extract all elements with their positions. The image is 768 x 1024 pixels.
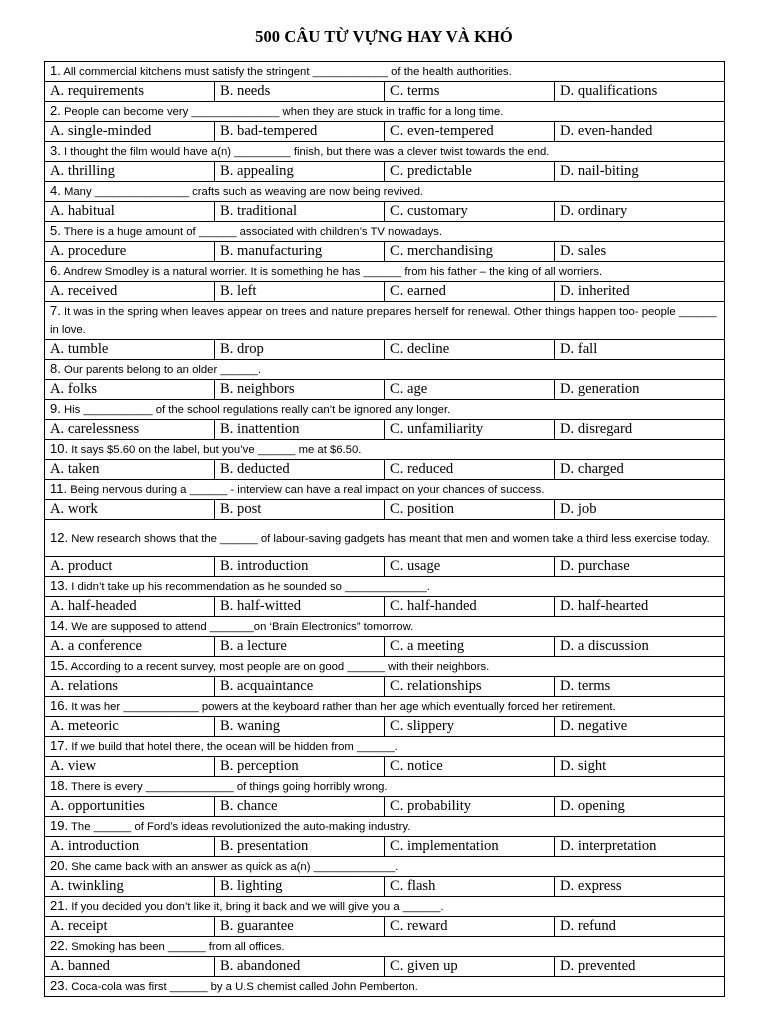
question-row (45, 777, 725, 797)
option-cell: C. half-handed (385, 597, 555, 617)
question-number: 21. (50, 898, 69, 913)
question-text: There is every ______________ of things going horribly wrong. (71, 781, 388, 793)
question-text: It says $5.60 on the label, but you’ve ______ me at $6.50. (71, 444, 362, 456)
option-cell: C. a meeting (385, 637, 555, 657)
option-cell: A. product (45, 557, 215, 577)
option-cell: B. traditional (215, 202, 385, 222)
option-cell: D. sight (555, 757, 725, 777)
options-row (45, 797, 725, 817)
option-cell: B. introduction (215, 557, 385, 577)
option-cell: C. notice (385, 757, 555, 777)
question-text: The ______ of Ford’s ideas revolutionized the auto-making industry. (71, 821, 411, 833)
question-number: 14. (50, 618, 69, 633)
option-cell: B. deducted (215, 460, 385, 480)
question-table (44, 61, 725, 997)
option-cell: B. lighting (215, 877, 385, 897)
options-row (45, 757, 725, 777)
question-stem (45, 262, 725, 282)
question-row (45, 897, 725, 917)
question-row (45, 617, 725, 637)
option-cell: B. left (215, 282, 385, 302)
question-text: There is a huge amount of ______ associated with children’s TV nowadays. (63, 226, 443, 238)
option-cell: A. receipt (45, 917, 215, 937)
question-number: 2. (50, 103, 61, 118)
options-row (45, 460, 725, 480)
options-row (45, 122, 725, 142)
question-text: People can become very ______________ when they are stuck in traffic for a long time. (63, 106, 504, 118)
option-cell: B. manufacturing (215, 242, 385, 262)
question-number: 7. (50, 303, 61, 318)
option-cell: A. taken (45, 460, 215, 480)
option-cell: B. half-witted (215, 597, 385, 617)
option-cell: C. reward (385, 917, 555, 937)
option-cell: D. job (555, 500, 725, 520)
question-row (45, 480, 725, 500)
options-row (45, 877, 725, 897)
option-cell: B. a lecture (215, 637, 385, 657)
option-cell: B. drop (215, 340, 385, 360)
question-text: His ___________ of the school regulations really can’t be ignored any longer. (63, 404, 451, 416)
option-cell: D. opening (555, 797, 725, 817)
option-cell: A. relations (45, 677, 215, 697)
option-cell: D. interpretation (555, 837, 725, 857)
question-row (45, 937, 725, 957)
option-cell: A. procedure (45, 242, 215, 262)
option-cell: D. fall (555, 340, 725, 360)
question-number: 4. (50, 183, 61, 198)
option-cell: D. disregard (555, 420, 725, 440)
question-text: It was her ____________ powers at the keyboard rather than her age which eventually forced her retirement. (71, 701, 616, 713)
option-cell: B. neighbors (215, 380, 385, 400)
question-row (45, 657, 725, 677)
question-number: 9. (50, 401, 61, 416)
question-text: She came back with an answer as quick as a(n) _____________. (71, 861, 399, 873)
option-cell: C. reduced (385, 460, 555, 480)
option-cell: D. even-handed (555, 122, 725, 142)
question-stem (45, 400, 725, 420)
question-text: Being nervous during a ______ - interview can have a real impact on your chances of success. (70, 484, 545, 496)
question-stem (45, 302, 725, 340)
option-cell: A. banned (45, 957, 215, 977)
option-cell: D. purchase (555, 557, 725, 577)
question-stem (45, 520, 725, 557)
option-cell: D. sales (555, 242, 725, 262)
option-cell: C. merchandising (385, 242, 555, 262)
question-stem (45, 657, 725, 677)
question-text: Andrew Smodley is a natural worrier. It is something he has ______ from his father – the king of all worriers. (63, 266, 603, 278)
question-row (45, 817, 725, 837)
question-stem (45, 222, 725, 242)
question-row (45, 520, 725, 557)
option-cell: A. carelessness (45, 420, 215, 440)
option-cell: B. needs (215, 82, 385, 102)
option-cell: B. appealing (215, 162, 385, 182)
option-cell: A. half-headed (45, 597, 215, 617)
options-row (45, 677, 725, 697)
option-cell: C. customary (385, 202, 555, 222)
options-row (45, 717, 725, 737)
option-cell: D. refund (555, 917, 725, 937)
question-number: 3. (50, 143, 61, 158)
option-cell: A. twinkling (45, 877, 215, 897)
option-cell: D. negative (555, 717, 725, 737)
option-cell: C. predictable (385, 162, 555, 182)
question-stem (45, 440, 725, 460)
option-cell: D. generation (555, 380, 725, 400)
option-cell: D. prevented (555, 957, 725, 977)
option-cell: D. terms (555, 677, 725, 697)
option-cell: D. nail-biting (555, 162, 725, 182)
option-cell: B. waning (215, 717, 385, 737)
option-cell: A. work (45, 500, 215, 520)
question-stem (45, 142, 725, 162)
option-cell: C. terms (385, 82, 555, 102)
question-text: Our parents belong to an older ______. (63, 364, 262, 376)
question-text: I thought the film would have a(n) _________ finish, but there was a clever twist towards the end. (63, 146, 550, 158)
question-row (45, 440, 725, 460)
page-title: 500 CÂU TỪ VỰNG HAY VÀ KHÓ (255, 27, 513, 46)
option-cell: B. guarantee (215, 917, 385, 937)
option-cell: C. usage (385, 557, 555, 577)
question-row (45, 857, 725, 877)
question-text: Smoking has been ______ from all offices. (71, 941, 285, 953)
question-row (45, 737, 725, 757)
options-row (45, 162, 725, 182)
question-text: Many _______________ crafts such as weaving are now being revived. (63, 186, 424, 198)
option-cell: C. flash (385, 877, 555, 897)
question-stem (45, 360, 725, 380)
question-text: According to a recent survey, most people are on good ______ with their neighbors. (70, 661, 490, 673)
question-number: 1. (50, 63, 61, 78)
question-stem (45, 182, 725, 202)
question-text: I didn’t take up his recommendation as he sounded so _____________. (71, 581, 430, 593)
options-row (45, 420, 725, 440)
option-cell: D. ordinary (555, 202, 725, 222)
question-number: 20. (50, 858, 69, 873)
option-cell: C. position (385, 500, 555, 520)
option-cell: C. implementation (385, 837, 555, 857)
question-stem (45, 102, 725, 122)
question-number: 11. (50, 481, 68, 496)
option-cell: A. opportunities (45, 797, 215, 817)
option-cell: A. meteoric (45, 717, 215, 737)
option-cell: C. earned (385, 282, 555, 302)
options-row (45, 242, 725, 262)
option-cell: A. thrilling (45, 162, 215, 182)
option-cell: D. express (555, 877, 725, 897)
question-stem (45, 857, 725, 877)
question-number: 15. (50, 658, 69, 673)
option-cell: B. presentation (215, 837, 385, 857)
option-cell: A. view (45, 757, 215, 777)
option-cell: B. post (215, 500, 385, 520)
option-cell: A. folks (45, 380, 215, 400)
question-text: It was in the spring when leaves appear on trees and nature prepares herself for renewal. Other things happen too- people ______ in love. (50, 306, 717, 336)
question-number: 12. (50, 529, 69, 545)
question-stem (45, 480, 725, 500)
option-cell: A. requirements (45, 82, 215, 102)
option-cell: C. unfamiliarity (385, 420, 555, 440)
option-cell: B. abandoned (215, 957, 385, 977)
options-row (45, 282, 725, 302)
question-row (45, 577, 725, 597)
options-row (45, 637, 725, 657)
question-row (45, 102, 725, 122)
question-row (45, 697, 725, 717)
option-cell: A. habitual (45, 202, 215, 222)
question-row (45, 262, 725, 282)
question-number: 17. (50, 738, 69, 753)
question-row (45, 977, 725, 997)
option-cell: D. charged (555, 460, 725, 480)
question-stem (45, 817, 725, 837)
question-number: 6. (50, 263, 61, 278)
option-cell: D. qualifications (555, 82, 725, 102)
question-number: 19. (50, 818, 69, 833)
options-row (45, 597, 725, 617)
option-cell: C. given up (385, 957, 555, 977)
option-cell: C. age (385, 380, 555, 400)
option-cell: C. even-tempered (385, 122, 555, 142)
question-number: 23. (50, 978, 69, 993)
question-number: 18. (50, 778, 69, 793)
option-cell: A. tumble (45, 340, 215, 360)
question-stem (45, 577, 725, 597)
question-number: 16. (50, 698, 69, 713)
question-row (45, 62, 725, 82)
question-row (45, 302, 725, 340)
option-cell: A. single-minded (45, 122, 215, 142)
question-stem (45, 62, 725, 82)
option-cell: D. inherited (555, 282, 725, 302)
question-text: We are supposed to attend _______on ‘Brain Electronics” tomorrow. (71, 621, 414, 633)
option-cell: D. half-hearted (555, 597, 725, 617)
option-cell: C. relationships (385, 677, 555, 697)
options-row (45, 957, 725, 977)
option-cell: C. probability (385, 797, 555, 817)
options-row (45, 82, 725, 102)
question-stem (45, 937, 725, 957)
options-row (45, 500, 725, 520)
option-cell: D. a discussion (555, 637, 725, 657)
options-row (45, 340, 725, 360)
question-row (45, 222, 725, 242)
question-number: 13. (50, 578, 69, 593)
option-cell: C. decline (385, 340, 555, 360)
question-row (45, 142, 725, 162)
options-row (45, 837, 725, 857)
question-stem (45, 897, 725, 917)
question-text: New research shows that the ______ of labour-saving gadgets has meant that men and women take a third less exercise today. (71, 532, 710, 545)
option-cell: C. slippery (385, 717, 555, 737)
question-row (45, 182, 725, 202)
option-cell: B. perception (215, 757, 385, 777)
question-stem (45, 697, 725, 717)
question-stem (45, 977, 725, 997)
question-text: If we build that hotel there, the ocean will be hidden from ______. (71, 741, 398, 753)
options-row (45, 557, 725, 577)
question-number: 10. (50, 441, 69, 456)
option-cell: A. introduction (45, 837, 215, 857)
question-row (45, 400, 725, 420)
question-stem (45, 737, 725, 757)
option-cell: B. chance (215, 797, 385, 817)
option-cell: B. acquaintance (215, 677, 385, 697)
question-text: All commercial kitchens must satisfy the stringent ____________ of the health authorities. (63, 66, 512, 78)
question-row (45, 360, 725, 380)
options-row (45, 202, 725, 222)
option-cell: B. inattention (215, 420, 385, 440)
option-cell: A. received (45, 282, 215, 302)
options-row (45, 380, 725, 400)
option-cell: A. a conference (45, 637, 215, 657)
option-cell: B. bad-tempered (215, 122, 385, 142)
question-stem (45, 777, 725, 797)
options-row (45, 917, 725, 937)
question-text: Coca-cola was first ______ by a U.S chemist called John Pemberton. (71, 981, 418, 993)
question-number: 5. (50, 223, 61, 238)
question-number: 22. (50, 938, 69, 953)
question-number: 8. (50, 361, 61, 376)
question-text: If you decided you don’t like it, bring it back and we will give you a ______. (71, 901, 444, 913)
question-stem (45, 617, 725, 637)
